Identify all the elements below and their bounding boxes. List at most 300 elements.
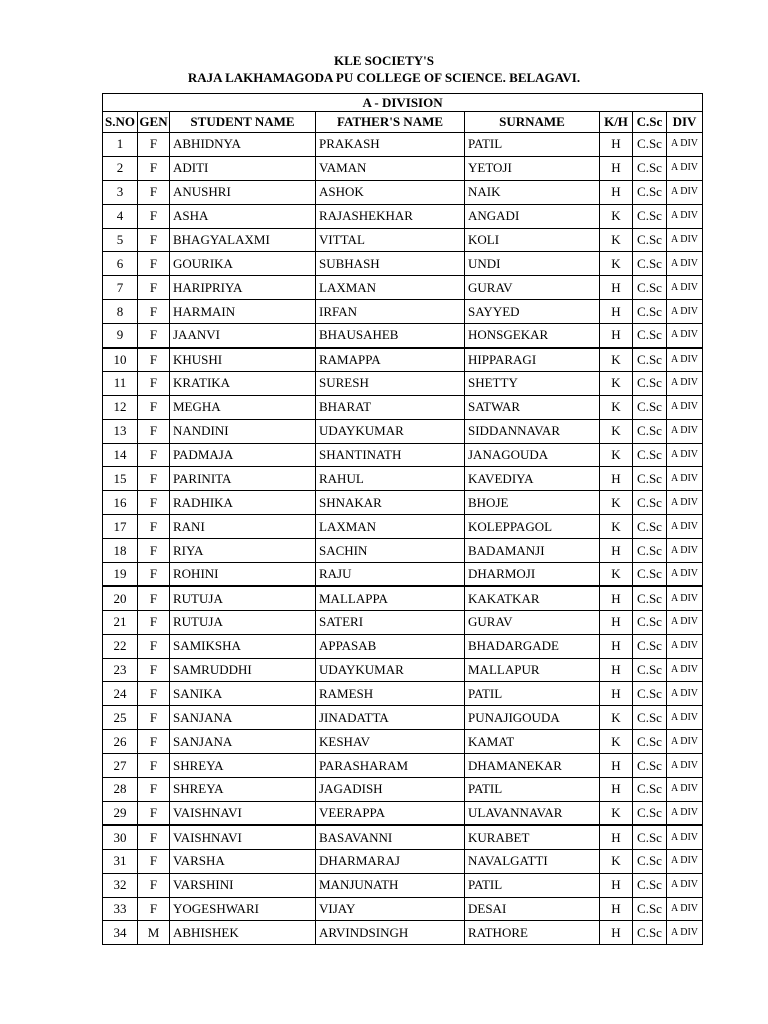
cell-sno: 18	[103, 539, 138, 563]
cell-kh: K	[600, 706, 633, 730]
cell-fathers-name: BHAUSAHEB	[316, 324, 465, 348]
cell-div: A DIV	[667, 419, 703, 443]
cell-div: A DIV	[667, 778, 703, 802]
cell-fathers-name: SACHIN	[316, 539, 465, 563]
cell-fathers-name: LAXMAN	[316, 515, 465, 539]
cell-sno: 13	[103, 419, 138, 443]
cell-div: A DIV	[667, 395, 703, 419]
cell-surname: YETOJI	[465, 156, 600, 180]
cell-sno: 33	[103, 897, 138, 921]
cell-fathers-name: BASAVANNI	[316, 825, 465, 849]
cell-kh: K	[600, 204, 633, 228]
cell-student-name: PARINITA	[170, 467, 316, 491]
cell-fathers-name: DHARMARAJ	[316, 849, 465, 873]
cell-kh: H	[600, 634, 633, 658]
cell-csc: C.Sc	[633, 133, 667, 157]
cell-div: A DIV	[667, 586, 703, 610]
cell-student-name: BHAGYALAXMI	[170, 228, 316, 252]
cell-student-name: VARSHA	[170, 849, 316, 873]
cell-gen: F	[138, 180, 170, 204]
cell-sno: 5	[103, 228, 138, 252]
cell-student-name: ANUSHRI	[170, 180, 316, 204]
cell-surname: KAKATKAR	[465, 586, 600, 610]
cell-kh: H	[600, 897, 633, 921]
cell-sno: 32	[103, 873, 138, 897]
table-row	[103, 252, 703, 276]
cell-sno: 34	[103, 921, 138, 945]
cell-kh: H	[600, 539, 633, 563]
cell-gen: F	[138, 658, 170, 682]
cell-student-name: SAMRUDDHI	[170, 658, 316, 682]
cell-surname: KURABET	[465, 825, 600, 849]
cell-sno: 14	[103, 443, 138, 467]
table-row	[103, 634, 703, 658]
cell-kh: K	[600, 849, 633, 873]
cell-gen: F	[138, 610, 170, 634]
cell-gen: F	[138, 754, 170, 778]
cell-gen: F	[138, 348, 170, 372]
cell-csc: C.Sc	[633, 300, 667, 324]
table-row	[103, 682, 703, 706]
cell-csc: C.Sc	[633, 563, 667, 587]
cell-student-name: KRATIKA	[170, 371, 316, 395]
cell-sno: 3	[103, 180, 138, 204]
cell-gen: F	[138, 706, 170, 730]
cell-fathers-name: SURESH	[316, 371, 465, 395]
cell-fathers-name: SUBHASH	[316, 252, 465, 276]
cell-sno: 30	[103, 825, 138, 849]
cell-gen: F	[138, 395, 170, 419]
cell-div: A DIV	[667, 204, 703, 228]
cell-csc: C.Sc	[633, 515, 667, 539]
cell-div: A DIV	[667, 634, 703, 658]
table-row	[103, 730, 703, 754]
table-row	[103, 849, 703, 873]
cell-student-name: SHREYA	[170, 754, 316, 778]
column-header-csc: C.Sc	[633, 112, 667, 133]
cell-sno: 12	[103, 395, 138, 419]
cell-gen: F	[138, 539, 170, 563]
cell-csc: C.Sc	[633, 491, 667, 515]
cell-fathers-name: IRFAN	[316, 300, 465, 324]
cell-sno: 19	[103, 563, 138, 587]
cell-surname: SAYYED	[465, 300, 600, 324]
cell-gen: F	[138, 276, 170, 300]
cell-fathers-name: RAHUL	[316, 467, 465, 491]
cell-surname: DHAMANEKAR	[465, 754, 600, 778]
cell-csc: C.Sc	[633, 252, 667, 276]
cell-surname: NAVALGATTI	[465, 849, 600, 873]
cell-fathers-name: JAGADISH	[316, 778, 465, 802]
cell-csc: C.Sc	[633, 873, 667, 897]
table-row	[103, 204, 703, 228]
cell-student-name: ABHISHEK	[170, 921, 316, 945]
column-header-div: DIV	[667, 112, 703, 133]
cell-surname: UNDI	[465, 252, 600, 276]
cell-surname: BADAMANJI	[465, 539, 600, 563]
cell-kh: K	[600, 491, 633, 515]
cell-div: A DIV	[667, 730, 703, 754]
cell-div: A DIV	[667, 825, 703, 849]
cell-gen: F	[138, 778, 170, 802]
cell-surname: DESAI	[465, 897, 600, 921]
table-row	[103, 491, 703, 515]
cell-gen: F	[138, 897, 170, 921]
cell-sno: 28	[103, 778, 138, 802]
cell-gen: F	[138, 563, 170, 587]
cell-fathers-name: SATERI	[316, 610, 465, 634]
cell-student-name: SAMIKSHA	[170, 634, 316, 658]
cell-kh: K	[600, 515, 633, 539]
cell-gen: F	[138, 228, 170, 252]
cell-kh: K	[600, 371, 633, 395]
table-row	[103, 897, 703, 921]
cell-surname: HONSGEKAR	[465, 324, 600, 348]
table-row	[103, 419, 703, 443]
cell-csc: C.Sc	[633, 395, 667, 419]
table-row	[103, 180, 703, 204]
cell-fathers-name: PARASHARAM	[316, 754, 465, 778]
cell-kh: K	[600, 443, 633, 467]
cell-sno: 2	[103, 156, 138, 180]
cell-kh: H	[600, 658, 633, 682]
cell-csc: C.Sc	[633, 539, 667, 563]
cell-surname: HIPPARAGI	[465, 348, 600, 372]
cell-kh: H	[600, 180, 633, 204]
cell-kh: H	[600, 754, 633, 778]
cell-fathers-name: JINADATTA	[316, 706, 465, 730]
cell-student-name: SHREYA	[170, 778, 316, 802]
cell-surname: SATWAR	[465, 395, 600, 419]
cell-student-name: KHUSHI	[170, 348, 316, 372]
cell-div: A DIV	[667, 539, 703, 563]
cell-student-name: GOURIKA	[170, 252, 316, 276]
cell-kh: H	[600, 610, 633, 634]
cell-surname: PATIL	[465, 873, 600, 897]
table-row	[103, 778, 703, 802]
cell-div: A DIV	[667, 706, 703, 730]
cell-fathers-name: VEERAPPA	[316, 801, 465, 825]
cell-fathers-name: MALLAPPA	[316, 586, 465, 610]
cell-csc: C.Sc	[633, 276, 667, 300]
table-row	[103, 371, 703, 395]
cell-fathers-name: VIJAY	[316, 897, 465, 921]
cell-sno: 4	[103, 204, 138, 228]
cell-gen: F	[138, 204, 170, 228]
cell-kh: K	[600, 348, 633, 372]
cell-fathers-name: UDAYKUMAR	[316, 419, 465, 443]
table-row	[103, 276, 703, 300]
cell-csc: C.Sc	[633, 156, 667, 180]
cell-fathers-name: RAJASHEKHAR	[316, 204, 465, 228]
table-row	[103, 300, 703, 324]
cell-csc: C.Sc	[633, 825, 667, 849]
cell-sno: 6	[103, 252, 138, 276]
cell-sno: 1	[103, 133, 138, 157]
cell-student-name: RADHIKA	[170, 491, 316, 515]
cell-kh: H	[600, 133, 633, 157]
cell-csc: C.Sc	[633, 467, 667, 491]
table-row	[103, 348, 703, 372]
cell-surname: ULAVANNAVAR	[465, 801, 600, 825]
cell-gen: F	[138, 586, 170, 610]
cell-fathers-name: BHARAT	[316, 395, 465, 419]
cell-fathers-name: RAMESH	[316, 682, 465, 706]
cell-gen: F	[138, 324, 170, 348]
cell-csc: C.Sc	[633, 658, 667, 682]
cell-fathers-name: VAMAN	[316, 156, 465, 180]
cell-sno: 15	[103, 467, 138, 491]
cell-sno: 21	[103, 610, 138, 634]
cell-surname: RATHORE	[465, 921, 600, 945]
cell-csc: C.Sc	[633, 610, 667, 634]
cell-sno: 8	[103, 300, 138, 324]
cell-gen: M	[138, 921, 170, 945]
cell-kh: K	[600, 801, 633, 825]
cell-sno: 25	[103, 706, 138, 730]
cell-kh: H	[600, 778, 633, 802]
cell-fathers-name: ARVINDSINGH	[316, 921, 465, 945]
cell-fathers-name: RAMAPPA	[316, 348, 465, 372]
column-header-kh: K/H	[600, 112, 633, 133]
table-row	[103, 324, 703, 348]
cell-student-name: VARSHINI	[170, 873, 316, 897]
cell-gen: F	[138, 419, 170, 443]
society-title: KLE SOCIETY'S	[333, 53, 435, 68]
table-row	[103, 228, 703, 252]
cell-csc: C.Sc	[633, 419, 667, 443]
cell-student-name: JAANVI	[170, 324, 316, 348]
cell-fathers-name: APPASAB	[316, 634, 465, 658]
cell-student-name: RIYA	[170, 539, 316, 563]
cell-sno: 24	[103, 682, 138, 706]
cell-csc: C.Sc	[633, 921, 667, 945]
cell-csc: C.Sc	[633, 706, 667, 730]
cell-kh: H	[600, 825, 633, 849]
cell-student-name: HARMAIN	[170, 300, 316, 324]
cell-fathers-name: LAXMAN	[316, 276, 465, 300]
cell-sno: 20	[103, 586, 138, 610]
table-row	[103, 610, 703, 634]
cell-csc: C.Sc	[633, 778, 667, 802]
cell-surname: SIDDANNAVAR	[465, 419, 600, 443]
table-row	[103, 586, 703, 610]
cell-div: A DIV	[667, 348, 703, 372]
cell-surname: MALLAPUR	[465, 658, 600, 682]
cell-kh: K	[600, 252, 633, 276]
cell-sno: 29	[103, 801, 138, 825]
table-row	[103, 515, 703, 539]
cell-div: A DIV	[667, 610, 703, 634]
cell-csc: C.Sc	[633, 443, 667, 467]
cell-gen: F	[138, 682, 170, 706]
cell-div: A DIV	[667, 563, 703, 587]
table-row	[103, 754, 703, 778]
cell-surname: JANAGOUDA	[465, 443, 600, 467]
cell-sno: 26	[103, 730, 138, 754]
cell-gen: F	[138, 730, 170, 754]
cell-fathers-name: UDAYKUMAR	[316, 658, 465, 682]
table-row	[103, 873, 703, 897]
cell-div: A DIV	[667, 873, 703, 897]
cell-fathers-name: MANJUNATH	[316, 873, 465, 897]
cell-surname: BHOJE	[465, 491, 600, 515]
cell-csc: C.Sc	[633, 754, 667, 778]
cell-kh: H	[600, 276, 633, 300]
cell-div: A DIV	[667, 801, 703, 825]
cell-csc: C.Sc	[633, 682, 667, 706]
cell-div: A DIV	[667, 156, 703, 180]
cell-gen: F	[138, 491, 170, 515]
cell-student-name: RUTUJA	[170, 610, 316, 634]
cell-surname: GURAV	[465, 276, 600, 300]
cell-div: A DIV	[667, 276, 703, 300]
table-row	[103, 706, 703, 730]
cell-csc: C.Sc	[633, 348, 667, 372]
cell-surname: KOLEPPAGOL	[465, 515, 600, 539]
cell-gen: F	[138, 634, 170, 658]
cell-sno: 10	[103, 348, 138, 372]
table-row	[103, 539, 703, 563]
cell-gen: F	[138, 443, 170, 467]
cell-div: A DIV	[667, 133, 703, 157]
cell-kh: K	[600, 228, 633, 252]
cell-div: A DIV	[667, 180, 703, 204]
cell-student-name: RUTUJA	[170, 586, 316, 610]
cell-csc: C.Sc	[633, 586, 667, 610]
table-row	[103, 467, 703, 491]
column-header-student-name: STUDENT NAME	[170, 112, 316, 133]
cell-student-name: RANI	[170, 515, 316, 539]
cell-sno: 9	[103, 324, 138, 348]
cell-sno: 31	[103, 849, 138, 873]
cell-surname: BHADARGADE	[465, 634, 600, 658]
cell-student-name: ABHIDNYA	[170, 133, 316, 157]
cell-surname: SHETTY	[465, 371, 600, 395]
cell-fathers-name: SHNAKAR	[316, 491, 465, 515]
cell-sno: 22	[103, 634, 138, 658]
cell-div: A DIV	[667, 443, 703, 467]
cell-csc: C.Sc	[633, 204, 667, 228]
cell-kh: K	[600, 419, 633, 443]
cell-surname: NAIK	[465, 180, 600, 204]
cell-csc: C.Sc	[633, 849, 667, 873]
cell-gen: F	[138, 873, 170, 897]
table-row	[103, 801, 703, 825]
cell-kh: K	[600, 730, 633, 754]
cell-fathers-name: VITTAL	[316, 228, 465, 252]
cell-gen: F	[138, 825, 170, 849]
cell-gen: F	[138, 371, 170, 395]
cell-kh: H	[600, 467, 633, 491]
cell-surname: PUNAJIGOUDA	[465, 706, 600, 730]
cell-sno: 23	[103, 658, 138, 682]
cell-gen: F	[138, 801, 170, 825]
cell-sno: 17	[103, 515, 138, 539]
cell-div: A DIV	[667, 467, 703, 491]
table-row	[103, 825, 703, 849]
cell-student-name: VAISHNAVI	[170, 801, 316, 825]
cell-fathers-name: RAJU	[316, 563, 465, 587]
cell-surname: ANGADI	[465, 204, 600, 228]
cell-csc: C.Sc	[633, 180, 667, 204]
cell-sno: 27	[103, 754, 138, 778]
cell-div: A DIV	[667, 658, 703, 682]
cell-gen: F	[138, 156, 170, 180]
table-row	[103, 156, 703, 180]
college-title: RAJA LAKHAMAGODA PU COLLEGE OF SCIENCE. BELAGAVI.	[187, 70, 581, 85]
cell-gen: F	[138, 849, 170, 873]
cell-surname: KOLI	[465, 228, 600, 252]
cell-student-name: SANJANA	[170, 706, 316, 730]
cell-student-name: YOGESHWARI	[170, 897, 316, 921]
cell-kh: H	[600, 300, 633, 324]
cell-surname: DHARMOJI	[465, 563, 600, 587]
cell-kh: H	[600, 586, 633, 610]
cell-kh: H	[600, 324, 633, 348]
cell-student-name: ASHA	[170, 204, 316, 228]
cell-student-name: SANJANA	[170, 730, 316, 754]
column-header-surname: SURNAME	[465, 112, 600, 133]
cell-kh: K	[600, 395, 633, 419]
cell-sno: 16	[103, 491, 138, 515]
student-rows	[103, 133, 703, 945]
cell-div: A DIV	[667, 491, 703, 515]
cell-student-name: NANDINI	[170, 419, 316, 443]
cell-student-name: VAISHNAVI	[170, 825, 316, 849]
cell-sno: 11	[103, 371, 138, 395]
cell-div: A DIV	[667, 252, 703, 276]
cell-fathers-name: PRAKASH	[316, 133, 465, 157]
cell-surname: PATIL	[465, 778, 600, 802]
cell-div: A DIV	[667, 324, 703, 348]
cell-div: A DIV	[667, 682, 703, 706]
table-row	[103, 563, 703, 587]
cell-kh: H	[600, 921, 633, 945]
table-row	[103, 443, 703, 467]
cell-csc: C.Sc	[633, 897, 667, 921]
cell-div: A DIV	[667, 921, 703, 945]
cell-kh: H	[600, 873, 633, 897]
cell-csc: C.Sc	[633, 228, 667, 252]
cell-surname: PATIL	[465, 133, 600, 157]
cell-csc: C.Sc	[633, 730, 667, 754]
column-header-fathers-name: FATHER'S NAME	[316, 112, 465, 133]
cell-div: A DIV	[667, 754, 703, 778]
cell-student-name: ROHINI	[170, 563, 316, 587]
cell-student-name: ADITI	[170, 156, 316, 180]
cell-gen: F	[138, 300, 170, 324]
student-list-table	[102, 93, 703, 945]
cell-div: A DIV	[667, 897, 703, 921]
table-row	[103, 395, 703, 419]
cell-surname: KAVEDIYA	[465, 467, 600, 491]
cell-fathers-name: KESHAV	[316, 730, 465, 754]
cell-fathers-name: SHANTINATH	[316, 443, 465, 467]
cell-kh: H	[600, 682, 633, 706]
table-row	[103, 133, 703, 157]
cell-div: A DIV	[667, 371, 703, 395]
cell-student-name: SANIKA	[170, 682, 316, 706]
column-header-sno: S.NO	[103, 112, 138, 133]
cell-csc: C.Sc	[633, 634, 667, 658]
cell-surname: GURAV	[465, 610, 600, 634]
cell-gen: F	[138, 133, 170, 157]
cell-student-name: MEGHA	[170, 395, 316, 419]
cell-gen: F	[138, 467, 170, 491]
cell-kh: K	[600, 563, 633, 587]
cell-surname: KAMAT	[465, 730, 600, 754]
